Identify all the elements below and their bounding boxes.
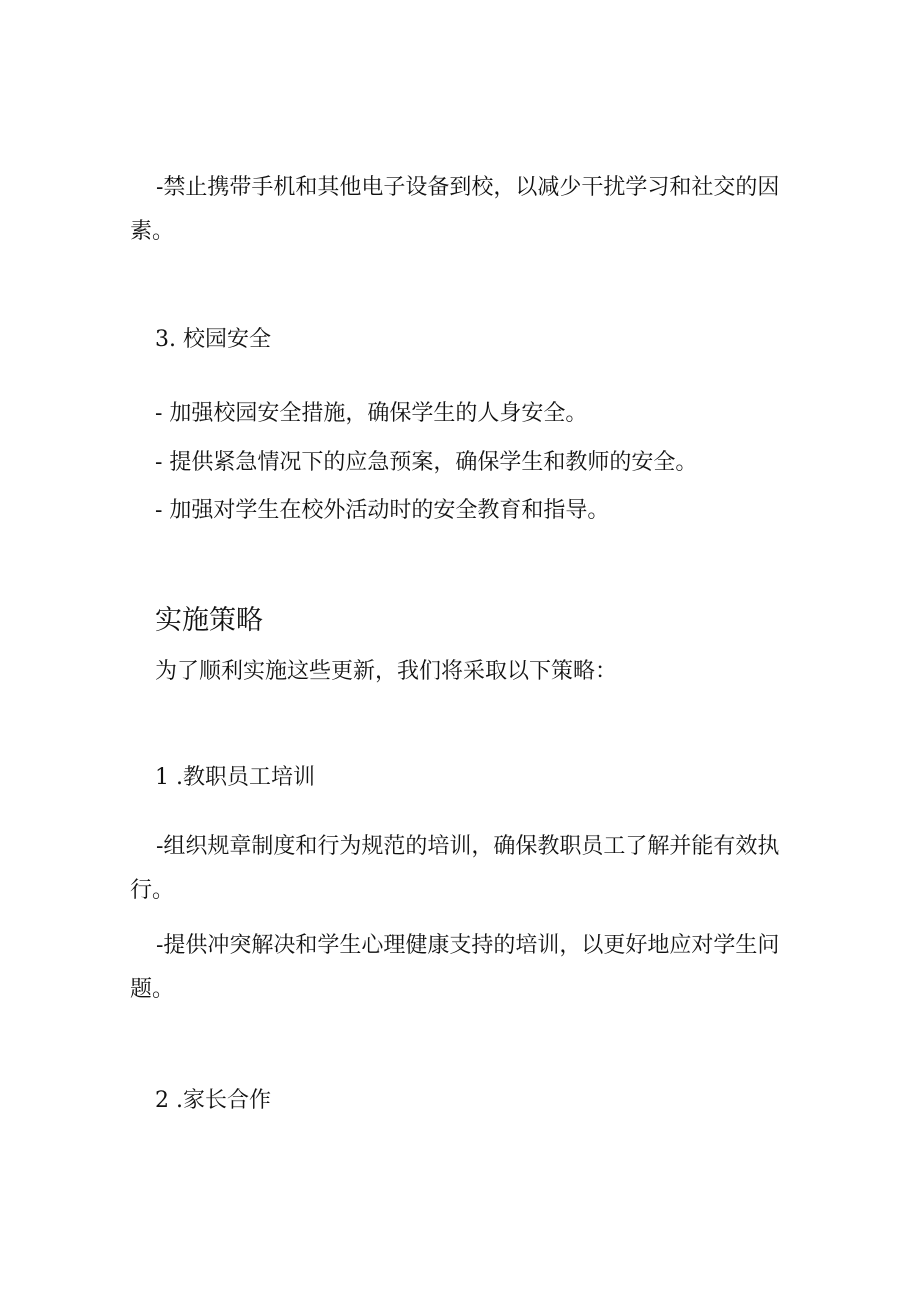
safety-bullet-3: - 加强对学生在校外活动时的安全教育和指导。 bbox=[155, 498, 610, 523]
paragraph-training-rules: -组织规章制度和行为规范的培训，确保教职员工了解并能有效执行。 bbox=[130, 834, 780, 903]
heading-campus-safety: 3. 校园安全 bbox=[155, 327, 271, 352]
heading-staff-training: 1 .教职员工培训 bbox=[155, 765, 315, 790]
paragraph-phone-ban: -禁止携带手机和其他电子设备到校，以减少干扰学习和社交的因素。 bbox=[130, 175, 780, 244]
paragraph-training-support: -提供冲突解决和学生心理健康支持的培训，以更好地应对学生问题。 bbox=[130, 933, 780, 1002]
safety-bullet-1: - 加强校园安全措施，确保学生的人身安全。 bbox=[155, 401, 588, 426]
section-intro: 为了顺利实施这些更新，我们将采取以下策略： bbox=[155, 659, 618, 684]
section-title-implementation: 实施策略 bbox=[155, 605, 263, 636]
heading-parent-cooperation: 2 .家长合作 bbox=[155, 1088, 271, 1113]
safety-bullet-2: - 提供紧急情况下的应急预案，确保学生和教师的安全。 bbox=[155, 450, 698, 475]
